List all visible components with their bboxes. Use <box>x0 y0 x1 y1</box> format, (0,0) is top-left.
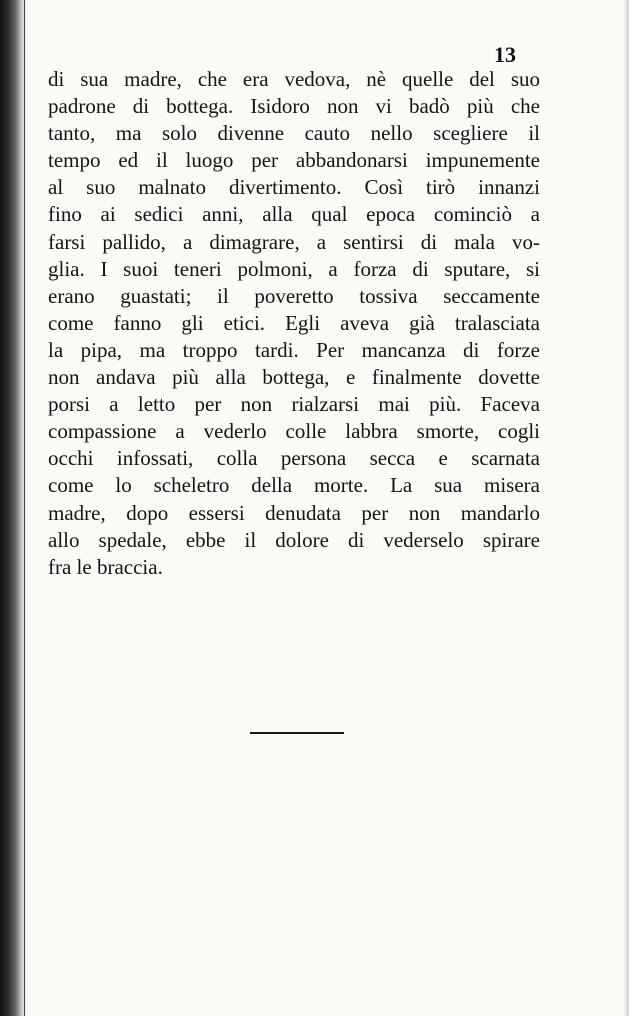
book-spine-shadow <box>0 0 26 1016</box>
text-line: compassione a vederlo colle labbra smorte, cogli <box>48 419 540 444</box>
text-line: tanto, ma solo divenne cauto nello scegliere il <box>48 121 540 146</box>
text-line: erano guastati; il poveretto tossiva seccamente <box>48 283 540 308</box>
text-line: occhi infossati, colla persona secca e scarnata <box>48 446 540 471</box>
body-text <box>48 66 540 581</box>
text-line: padrone di bottega. Isidoro non vi badò più che <box>48 94 540 119</box>
text-line: al suo malnato divertimento. Così tirò innanzi <box>48 175 540 200</box>
text-line: allo spedale, ebbe il dolore di vederselo spirare <box>48 527 540 552</box>
text-line: glia. I suoi teneri polmoni, a forza di sputare, si <box>48 256 540 281</box>
text-line: non andava più alla bottega, e finalmente dovette <box>48 365 540 390</box>
text-line: la pipa, ma troppo tardi. Per mancanza di forze <box>48 337 540 362</box>
text-line: tempo ed il luogo per abbandonarsi impunemente <box>48 148 540 173</box>
text-line: porsi a letto per non rialzarsi mai più. Faceva <box>48 392 540 417</box>
text-line: fino ai sedici anni, alla qual epoca cominciò a <box>48 202 540 227</box>
page-edge-shadow <box>623 0 629 1016</box>
text-line: come lo scheletro della morte. La sua misera <box>48 473 540 498</box>
text-line: farsi pallido, a dimagrare, a sentirsi di mala vo- <box>48 229 540 254</box>
page-number: 13 <box>494 42 516 67</box>
section-divider <box>250 732 344 734</box>
text-line: come fanno gli etici. Egli aveva già tralasciata <box>48 310 540 335</box>
text-line: madre, dopo essersi denudata per non mandarlo <box>48 500 540 525</box>
spine-edge-line <box>24 0 25 1016</box>
text-line-last: fra le braccia. <box>48 554 163 579</box>
text-line: di sua madre, che era vedova, nè quelle del suo <box>48 67 540 91</box>
